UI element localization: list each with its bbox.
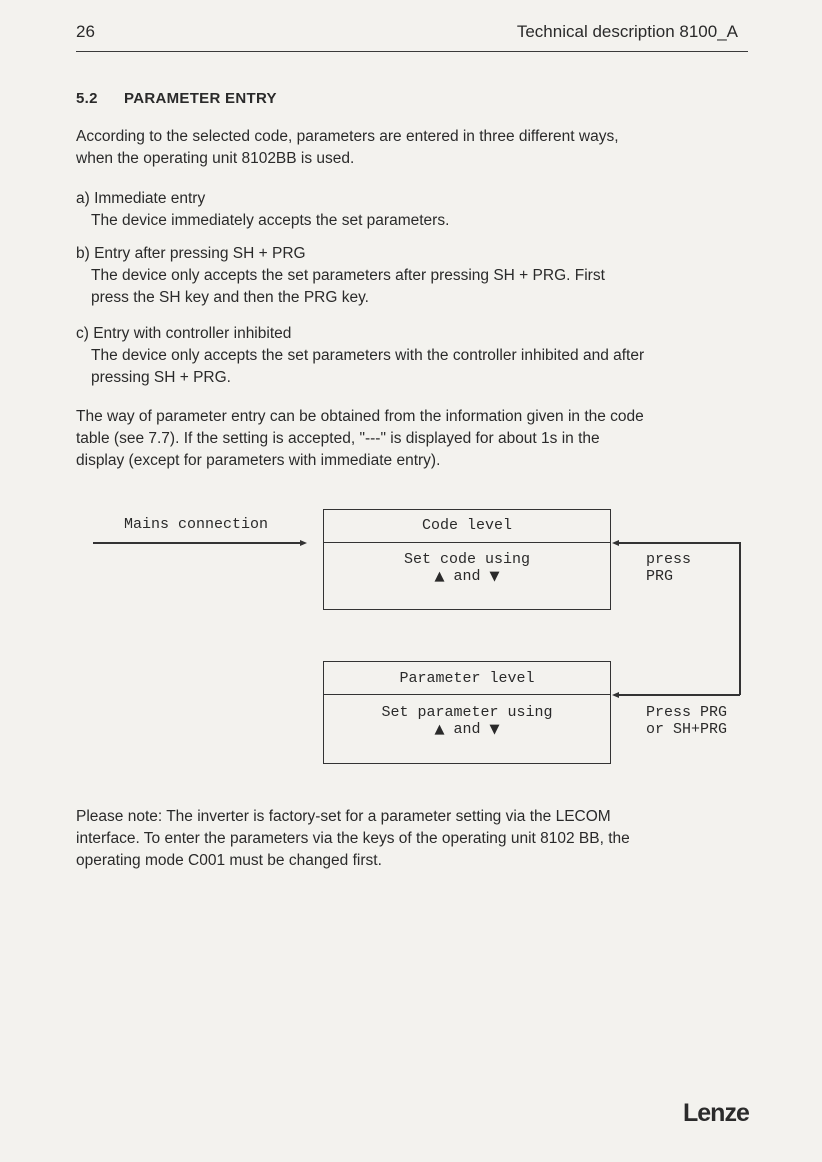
- lenze-logo: Lenze: [683, 1099, 749, 1127]
- parameter-level-keys: [324, 721, 610, 738]
- text-line: According to the selected code, parameters are entered in three different ways,: [76, 128, 619, 145]
- box-divider: [324, 542, 610, 543]
- text-line: table (see 7.7). If the setting is accepted, "---" is displayed for about 1s in the: [76, 430, 600, 447]
- entry-item-desc: pressing SH + PRG.: [91, 369, 231, 386]
- loop-line-bottom: [617, 694, 740, 696]
- code-level-box: [323, 509, 611, 610]
- parameter-level-title: Parameter level: [399, 670, 535, 687]
- document-title: Technical description 8100_A: [516, 22, 738, 41]
- loop-arrow-head-top: [612, 540, 619, 546]
- and-text: and: [453, 721, 481, 738]
- and-text: and: [453, 568, 481, 585]
- parameter-level-box: [323, 661, 611, 764]
- entry-item-immediate: [76, 188, 748, 232]
- entry-item-title: c) Entry with controller inhibited: [76, 325, 292, 342]
- note-paragraph: [76, 806, 748, 872]
- down-arrow-icon: ▼: [489, 722, 500, 737]
- text-line: The way of parameter entry can be obtained from the information given in the code: [76, 408, 644, 425]
- header-rule: [76, 51, 748, 52]
- text-line: Please note: The inverter is factory-set for a parameter setting via the LECOM: [76, 808, 611, 825]
- loop-line-right: [739, 542, 741, 695]
- entry-item-title: a) Immediate entry: [76, 190, 206, 207]
- text-line: press: [646, 551, 692, 568]
- text-line: PRG: [646, 568, 674, 585]
- box-divider: [324, 694, 610, 695]
- page-number: 26: [76, 22, 95, 41]
- down-arrow-icon: ▼: [489, 569, 500, 584]
- entry-item-inhibited: [76, 323, 748, 389]
- text-line: interface. To enter the parameters via the keys of the operating unit 8102 BB, the: [76, 830, 630, 847]
- up-arrow-icon: ▲: [434, 722, 445, 737]
- entry-item-title: b) Entry after pressing SH + PRG: [76, 245, 306, 262]
- section-title: PARAMETER ENTRY: [124, 90, 277, 107]
- intro-paragraph: [76, 126, 748, 170]
- text-line: when the operating unit 8102BB is used.: [76, 150, 355, 167]
- code-level-title: Code level: [421, 517, 512, 534]
- text-line: operating mode C001 must be changed first.: [76, 852, 382, 869]
- code-level-instruction: Set code using: [403, 551, 531, 568]
- press-prg-sh-label: [646, 704, 727, 738]
- parameter-level-instruction: Set parameter using: [381, 704, 553, 721]
- section-heading: [76, 90, 277, 107]
- entry-item-sh-prg: [76, 243, 748, 309]
- entry-item-desc: The device only accepts the set parameters after pressing SH + PRG. First: [91, 267, 605, 284]
- entry-item-desc: The device only accepts the set parameters with the controller inhibited and after: [91, 347, 645, 364]
- code-level-keys: [324, 568, 610, 585]
- loop-line-top: [617, 542, 740, 544]
- press-prg-label: [646, 551, 691, 585]
- text-line: Press PRG: [646, 704, 728, 721]
- mains-connection-label: Mains connection: [124, 516, 269, 533]
- up-arrow-icon: ▲: [434, 569, 445, 584]
- parameter-way-paragraph: [76, 406, 748, 472]
- section-number: 5.2: [76, 90, 98, 107]
- mains-arrow-head: [300, 540, 307, 546]
- entry-item-desc: The device immediately accepts the set parameters.: [91, 212, 450, 229]
- mains-arrow-line: [93, 542, 301, 544]
- entry-item-desc: press the SH key and then the PRG key.: [91, 289, 369, 306]
- loop-arrow-head-bottom: [612, 692, 619, 698]
- text-line: or SH+PRG: [646, 721, 728, 738]
- text-line: display (except for parameters with immediate entry).: [76, 452, 441, 469]
